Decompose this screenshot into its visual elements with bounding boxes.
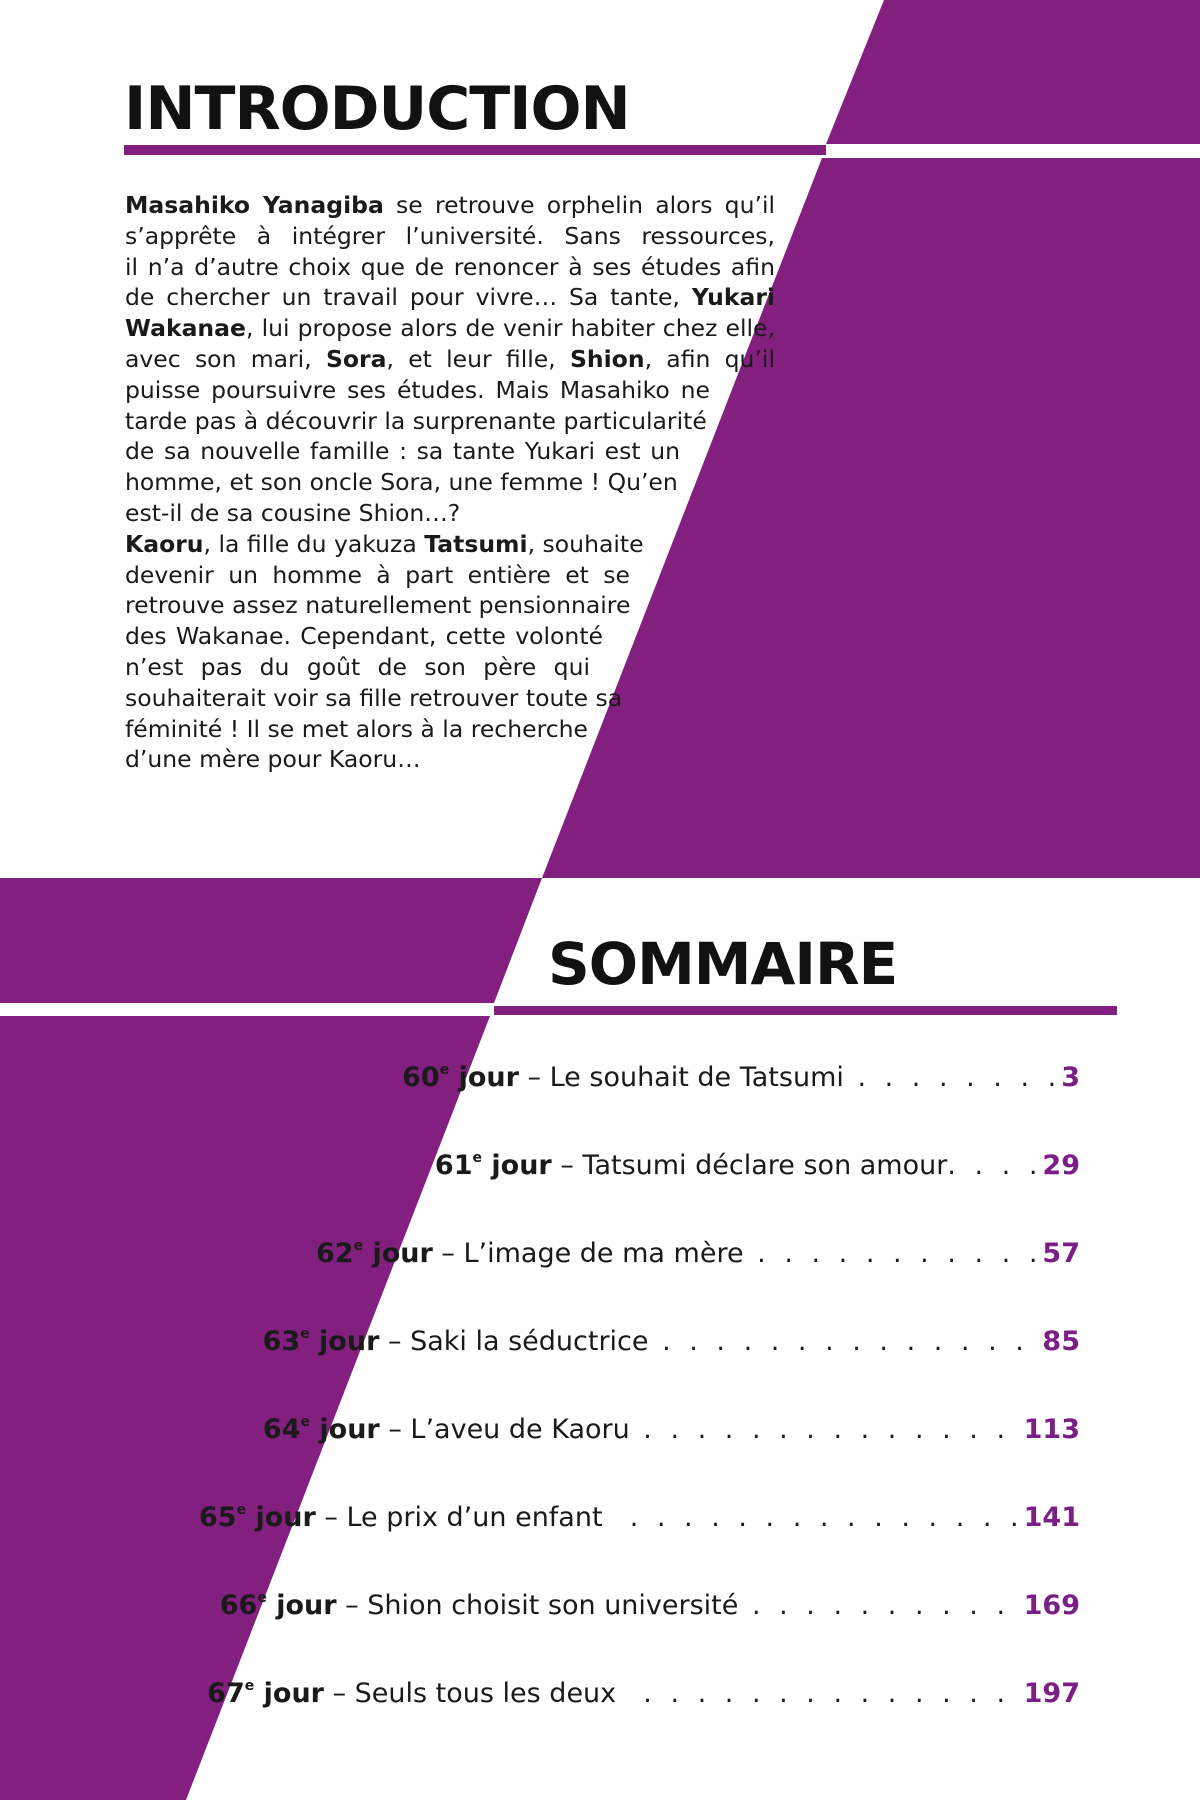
sommaire-title: SOMMAIRE — [548, 930, 898, 998]
intro-text-run: , souhaite — [527, 529, 644, 558]
intro-text-run: s’apprête à intégrer l’université. Sans ressources, — [125, 221, 775, 250]
toc-day — [207, 1678, 324, 1709]
introduction-title: INTRODUCTION — [124, 74, 630, 144]
purple-band-top — [826, 0, 1200, 144]
toc-day — [316, 1238, 433, 1269]
toc-entry[interactable] — [207, 1678, 1080, 1709]
intro-text-run: de sa nouvelle famille : sa tante Yukari est un — [125, 437, 680, 466]
toc-day-word: jour — [310, 1414, 380, 1445]
toc-separator: – — [323, 1678, 355, 1709]
toc-entry[interactable] — [263, 1414, 1080, 1445]
toc-page-number: 141 — [1023, 1502, 1080, 1533]
intro-name: Shion — [569, 344, 645, 373]
toc-day-word: jour — [254, 1678, 324, 1709]
toc-leader-dots: . . . . . . . . . . — [738, 1590, 1024, 1621]
intro-name: Yukari — [691, 283, 775, 312]
toc-leader-dots: . . . . . . . . . . . . . . . — [602, 1502, 1024, 1533]
intro-text-run: puisse poursuivre ses études. Mais Masahiko ne — [125, 375, 710, 404]
toc-day-ordinal: e — [353, 1238, 364, 1254]
toc-day-word: jour — [246, 1502, 316, 1533]
toc-separator: – — [518, 1062, 550, 1093]
intro-name: Wakanae — [125, 314, 246, 343]
intro-text-run: retrouve assez naturellement pensionnaire — [125, 591, 631, 620]
intro-text-run: souhaiterait voir sa fille retrouver toute sa — [125, 683, 623, 712]
toc-page-number: 29 — [1042, 1150, 1080, 1181]
toc-day-ordinal: e — [300, 1414, 310, 1430]
toc-chapter-title: Tatsumi déclare son amour — [582, 1150, 948, 1181]
intro-text-run: n’est pas du goût de son père qui — [125, 652, 590, 681]
intro-text-run: d’une mère pour Kaoru… — [125, 745, 421, 774]
intro-text-run: devenir un homme à part entière et se — [125, 560, 630, 589]
toc-leader-dots: . . . . . . . . — [843, 1062, 1062, 1093]
intro-line — [125, 467, 678, 498]
toc-entry[interactable] — [199, 1502, 1080, 1533]
toc-leader-dots: . . . . . . . . . . . . . . — [648, 1326, 1043, 1357]
toc-day-ordinal: e — [472, 1150, 482, 1166]
toc-day — [220, 1590, 337, 1621]
intro-line — [125, 375, 710, 406]
toc-chapter-title: Shion choisit son université — [367, 1590, 739, 1621]
toc-entry[interactable] — [220, 1590, 1080, 1621]
intro-text-run: , la fille du yakuza — [203, 529, 425, 558]
toc-day-number: 60 — [402, 1062, 440, 1093]
toc-separator: – — [432, 1238, 464, 1269]
toc-day-word: jour — [449, 1062, 519, 1093]
intro-line — [125, 252, 775, 283]
intro-name: Sora — [325, 344, 387, 373]
toc-day-word: jour — [482, 1150, 552, 1181]
toc-chapter-title: Saki la séductrice — [410, 1326, 649, 1357]
toc-entry[interactable] — [402, 1062, 1080, 1093]
toc-separator: – — [551, 1150, 583, 1181]
intro-line — [125, 683, 623, 714]
intro-line — [125, 714, 588, 745]
toc-day-ordinal: e — [300, 1326, 310, 1342]
toc-day-number: 67 — [207, 1678, 245, 1709]
toc-day-number: 64 — [262, 1414, 301, 1445]
intro-line — [125, 529, 643, 560]
intro-text-run: , lui propose alors de venir habiter chez elle, — [245, 314, 775, 343]
toc-chapter-title: Le prix d’un enfant — [346, 1502, 603, 1533]
intro-underline — [124, 145, 826, 155]
toc-separator: – — [379, 1326, 411, 1357]
toc-leader-dots: . . . . — [947, 1150, 1043, 1181]
toc-page-number: 113 — [1023, 1414, 1080, 1445]
intro-name: Kaoru — [125, 529, 204, 558]
toc-entry[interactable] — [316, 1238, 1080, 1269]
intro-text-run: il n’a d’autre choix que de renoncer à ses études afin — [125, 252, 775, 281]
toc-chapter-title: Le souhait de Tatsumi — [549, 1062, 844, 1093]
intro-name: Tatsumi — [424, 529, 528, 558]
introduction-body — [125, 190, 775, 775]
toc-chapter-title: Seuls tous les deux — [354, 1678, 617, 1709]
toc-day-number: 63 — [262, 1326, 301, 1357]
toc-day-word: jour — [363, 1238, 433, 1269]
toc-day-ordinal: e — [439, 1062, 450, 1078]
intro-text-run: , afin qu’il — [644, 344, 775, 373]
toc-day-number: 66 — [219, 1590, 258, 1621]
intro-text-run: homme, et son oncle Sora, une femme ! Qu’en — [125, 468, 678, 497]
intro-line — [125, 652, 590, 683]
intro-line — [125, 406, 707, 437]
toc-page-number: 169 — [1023, 1590, 1080, 1621]
intro-name: Masahiko Yanagiba — [125, 191, 384, 219]
intro-line — [125, 590, 631, 621]
sommaire-underline — [494, 1006, 1117, 1015]
intro-text-run: tarde pas à découvrir la surprenante particularité — [125, 406, 707, 435]
intro-text-run: se retrouve orphelin alors qu’il — [383, 191, 775, 219]
intro-line — [125, 282, 775, 313]
toc-leader-dots: . . . . . . . . . . . . . . — [629, 1414, 1024, 1445]
toc-day — [435, 1150, 552, 1181]
intro-text-run: est-il de sa cousine Shion…? — [125, 498, 461, 527]
toc-day-number: 65 — [198, 1502, 237, 1533]
toc-page-number: 197 — [1023, 1678, 1080, 1709]
intro-line — [125, 221, 775, 252]
toc-separator: – — [315, 1502, 347, 1533]
purple-band-middle — [0, 878, 542, 1003]
toc-entry[interactable] — [435, 1150, 1080, 1181]
toc-day-number: 61 — [434, 1150, 473, 1181]
toc-entry[interactable] — [263, 1326, 1080, 1357]
toc-day — [402, 1062, 519, 1093]
intro-text-run: féminité ! Il se met alors à la recherche — [125, 714, 588, 743]
intro-line — [125, 436, 680, 467]
toc-day-word: jour — [309, 1326, 380, 1357]
intro-line — [125, 744, 545, 775]
intro-text-run: , et leur fille, — [386, 344, 570, 373]
intro-line — [125, 190, 775, 221]
toc-page-number: 3 — [1061, 1062, 1080, 1093]
toc-day-number: 62 — [315, 1238, 354, 1269]
toc-separator: – — [379, 1414, 411, 1445]
toc-day-ordinal: e — [236, 1502, 247, 1518]
intro-line — [125, 313, 775, 344]
toc-chapter-title: L’aveu de Kaoru — [410, 1414, 630, 1445]
intro-line — [125, 560, 630, 591]
toc-leader-dots: . . . . . . . . . . . — [743, 1238, 1043, 1269]
toc-chapter-title: L’image de ma mère — [463, 1238, 744, 1269]
intro-text-run: avec son mari, — [125, 344, 326, 373]
toc-page-number: 57 — [1042, 1238, 1080, 1269]
toc-day-word: jour — [266, 1590, 337, 1621]
intro-line — [125, 344, 775, 375]
intro-text-run: de chercher un travail pour vivre… Sa tante, — [125, 283, 692, 312]
toc-day — [199, 1502, 316, 1533]
toc-day — [263, 1414, 380, 1445]
toc-day — [263, 1326, 380, 1357]
toc-day-ordinal: e — [257, 1590, 267, 1606]
intro-text-run: des Wakanae. Cependant, cette volonté — [125, 622, 603, 651]
intro-line — [125, 621, 603, 652]
toc-separator: – — [336, 1590, 368, 1621]
intro-line — [125, 498, 461, 529]
toc-page-number: 85 — [1042, 1326, 1080, 1357]
toc-day-ordinal: e — [244, 1678, 255, 1694]
toc-leader-dots: . . . . . . . . . . . . . . — [616, 1678, 1024, 1709]
